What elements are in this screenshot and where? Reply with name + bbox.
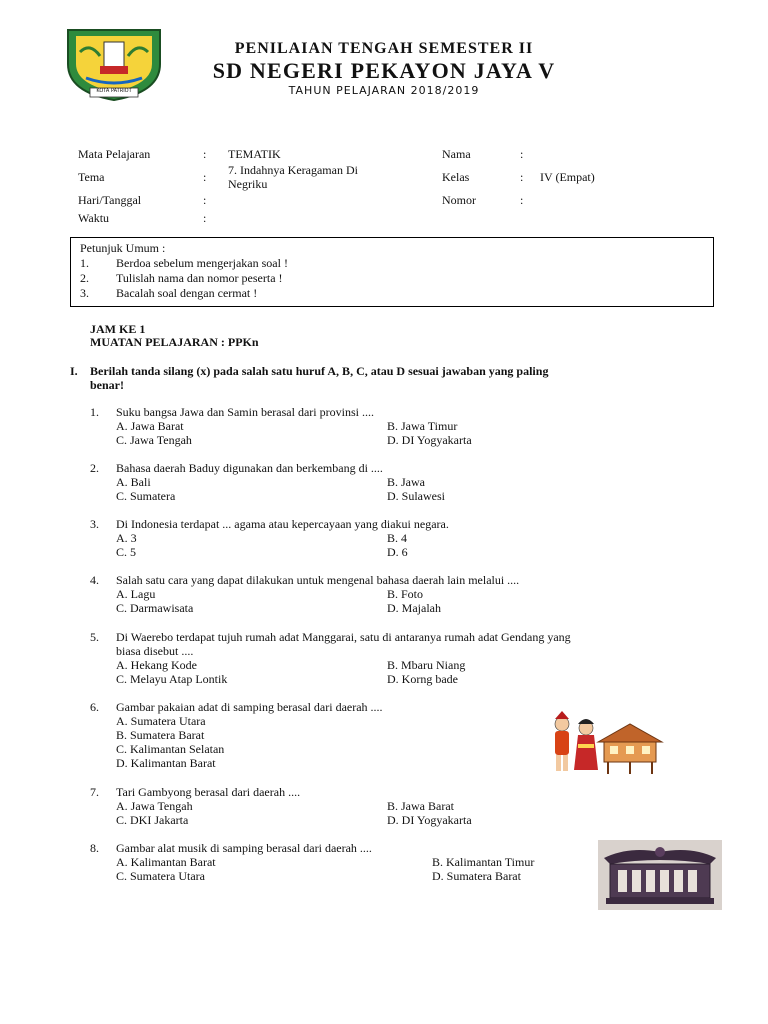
- option-b[interactable]: B. Mbaru Niang: [387, 658, 466, 672]
- nomor-label: Nomor: [442, 193, 476, 207]
- kelas-label: Kelas: [442, 170, 470, 184]
- option-d[interactable]: D. Kalimantan Barat: [116, 756, 216, 770]
- jam-label: JAM KE 1: [90, 322, 146, 336]
- nama-label: Nama: [442, 147, 471, 161]
- section-instruction-cont: benar!: [90, 378, 124, 392]
- question-7: 7. Tari Gambyong berasal dari daerah ....: [90, 785, 301, 799]
- exam-title: PENILAIAN TENGAH SEMESTER II: [234, 40, 534, 57]
- colon: :: [203, 211, 207, 225]
- option-d[interactable]: D. Majalah: [387, 601, 441, 615]
- option-b[interactable]: B. Kalimantan Timur: [432, 855, 535, 869]
- option-c[interactable]: C. Sumatera Utara: [116, 869, 205, 883]
- kelas-value: IV (Empat): [540, 170, 595, 184]
- question-4: 4. Salah satu cara yang dapat dilakukan untuk mengenal bahasa daerah lain melalui ....: [90, 573, 520, 587]
- colon: :: [203, 170, 207, 184]
- question-3: 3. Di Indonesia terdapat ... agama atau kepercayaan yang diakui negara.: [90, 517, 449, 531]
- section-roman: I.: [70, 364, 78, 378]
- mapel-value: TEMATIK: [228, 147, 281, 161]
- tema-value-line1: 7. Indahnya Keragaman Di: [228, 163, 358, 177]
- traditional-clothing-image: [548, 708, 664, 780]
- option-a[interactable]: A. Bali: [116, 475, 151, 489]
- option-b[interactable]: B. Jawa: [387, 475, 425, 489]
- colon: :: [520, 147, 524, 161]
- option-b[interactable]: B. Sumatera Barat: [116, 728, 205, 742]
- tema-value-line2: Negriku: [228, 177, 268, 191]
- option-b[interactable]: B. 4: [387, 531, 408, 545]
- option-a[interactable]: A. 3: [116, 531, 137, 545]
- option-d[interactable]: D. 6: [387, 545, 408, 559]
- section-instruction: Berilah tanda silang (x) pada salah satu huruf A, B, C, atau D sesuai jawaban yang paling: [90, 364, 549, 378]
- mapel-label: Mata Pelajaran: [78, 147, 151, 161]
- option-a[interactable]: A. Hekang Kode: [116, 658, 197, 672]
- question-8: 8. Gambar alat musik di samping berasal dari daerah ....: [90, 841, 372, 855]
- colon: :: [520, 170, 524, 184]
- option-b[interactable]: B. Jawa Barat: [387, 799, 454, 813]
- question-5-cont: biasa disebut ....: [116, 644, 194, 658]
- question-5: 5. Di Waerebo terdapat tujuh rumah adat Manggarai, satu di antaranya rumah adat Gendang yang: [90, 630, 571, 644]
- musical-instrument-image: [598, 840, 722, 910]
- tema-label: Tema: [78, 170, 105, 184]
- question-1: 1. Suku bangsa Jawa dan Samin berasal dari provinsi ....: [90, 405, 374, 419]
- option-c[interactable]: C. DKI Jakarta: [116, 813, 189, 827]
- colon: :: [520, 193, 524, 207]
- option-a[interactable]: A. Sumatera Utara: [116, 714, 206, 728]
- waktu-label: Waktu: [78, 211, 110, 225]
- school-year: TAHUN PELAJARAN 2018/2019: [288, 84, 480, 97]
- option-c[interactable]: C. Sumatera: [116, 489, 176, 503]
- option-d[interactable]: D. Sulawesi: [387, 489, 445, 503]
- option-a[interactable]: A. Kalimantan Barat: [116, 855, 216, 869]
- option-a[interactable]: A. Jawa Tengah: [116, 799, 193, 813]
- option-c[interactable]: C. 5: [116, 545, 137, 559]
- instructions-title: Petunjuk Umum :: [80, 241, 166, 255]
- option-c[interactable]: C. Darmawisata: [116, 601, 194, 615]
- option-a[interactable]: A. Jawa Barat: [116, 419, 184, 433]
- option-a[interactable]: A. Lagu: [116, 587, 156, 601]
- muatan-label: MUATAN PELAJARAN : PPKn: [90, 335, 259, 349]
- option-b[interactable]: B. Foto: [387, 587, 424, 601]
- option-d[interactable]: D. DI Yogyakarta: [387, 813, 472, 827]
- option-d[interactable]: D. Korng bade: [387, 672, 458, 686]
- option-c[interactable]: C. Melayu Atap Lontik: [116, 672, 228, 686]
- instruction-item: 1. Berdoa sebelum mengerjakan soal !: [80, 256, 288, 270]
- hari-label: Hari/Tanggal: [78, 193, 142, 207]
- colon: :: [203, 147, 207, 161]
- logo-motto: KOTA PATRIOT: [96, 88, 132, 94]
- question-2: 2. Bahasa daerah Baduy digunakan dan berkembang di ....: [90, 461, 383, 475]
- option-c[interactable]: C. Kalimantan Selatan: [116, 742, 225, 756]
- option-d[interactable]: D. DI Yogyakarta: [387, 433, 472, 447]
- instruction-item: 2. Tulislah nama dan nomor peserta !: [80, 271, 283, 285]
- question-6: 6. Gambar pakaian adat di samping berasal dari daerah ....: [90, 700, 383, 714]
- option-c[interactable]: C. Jawa Tengah: [116, 433, 192, 447]
- option-d[interactable]: D. Sumatera Barat: [432, 869, 521, 883]
- school-name: SD NEGERI PEKAYON JAYA V: [212, 58, 556, 83]
- colon: :: [203, 193, 207, 207]
- option-b[interactable]: B. Jawa Timur: [387, 419, 458, 433]
- instruction-item: 3. Bacalah soal dengan cermat !: [80, 286, 258, 300]
